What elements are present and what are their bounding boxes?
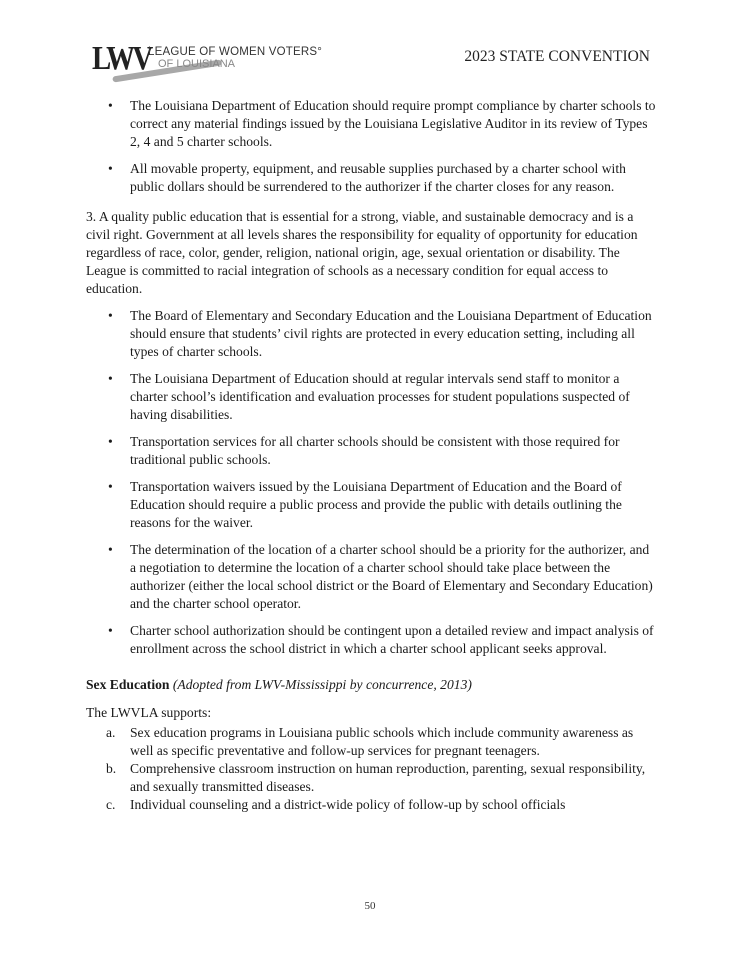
bullet-icon: •	[108, 308, 113, 323]
logo-mark: LWV	[92, 40, 151, 77]
bullet-icon: •	[108, 161, 113, 176]
lwv-logo	[90, 40, 330, 84]
list-item-text: The Louisiana Department of Education should require prompt compliance by charter schools to correct any material findings issued by the Louisiana Legislative Auditor in its review of Types 2, 4 and 5 charter schools.	[130, 98, 656, 149]
list-marker: c.	[106, 797, 116, 812]
list-item-text: Transportation waivers issued by the Louisiana Department of Education and the Board of Education should require a public process and provide the public with details outlining the reasons for the waiver.	[130, 479, 622, 530]
list-item-text: All movable property, equipment, and reusable supplies purchased by a charter school with public dollars should be surrendered to the authorizer if the charter closes for any reason.	[130, 161, 626, 194]
convention-title: 2023 STATE CONVENTION	[464, 48, 650, 65]
page-number: 50	[364, 900, 376, 912]
list-item	[86, 307, 656, 361]
section-title: Sex Education	[86, 677, 170, 692]
page-header	[90, 36, 650, 86]
list-item-text: Individual counseling and a district-wide policy of follow-up by school officials	[130, 797, 566, 812]
list-item-text: The determination of the location of a charter school should be a priority for the authorizer, and a negotiation to determine the location of a charter school should take place between the authorizer (either the local school district or the Board of Elementary and Secondary Education) and the charter school operator.	[130, 542, 653, 611]
list-item	[86, 796, 656, 814]
list-marker: b.	[106, 761, 117, 776]
list-item	[86, 97, 656, 151]
list-item-text: Transportation services for all charter schools should be consistent with those required for traditional public schools.	[130, 434, 620, 467]
list-item-text: Sex education programs in Louisiana public schools which include community awareness as well as specific preventative and follow-up services for pregnant teenagers.	[130, 725, 634, 758]
bullet-icon: •	[108, 434, 113, 449]
bullet-icon: •	[108, 479, 113, 494]
list-item-text: The Board of Elementary and Secondary Education and the Louisiana Department of Education should ensure that students’ civil rights are protected in every education setting, including all types of charter schools.	[130, 308, 652, 359]
logo-org-state: OF LOUISIANA	[158, 58, 236, 70]
bullet-icon: •	[108, 98, 113, 113]
section-subtitle: (Adopted from LWV-Mississippi by concurrence, 2013)	[172, 677, 472, 692]
sex-education-intro: The LWVLA supports:	[86, 705, 212, 720]
top-bullet-list	[86, 97, 656, 196]
list-item-text: The Louisiana Department of Education should at regular intervals send staff to monitor a charter school’s identification and evaluation processes for student populations suspected of having disabilities.	[130, 371, 630, 422]
list-item	[86, 541, 656, 613]
page-content	[86, 97, 656, 814]
bullet-icon: •	[108, 542, 113, 557]
list-item	[86, 478, 656, 532]
list-item	[86, 760, 656, 796]
paragraph-3: 3. A quality public education that is essential for a strong, viable, and sustainable democracy and is a civil right. Government at all levels shares the responsibility for equality of opportunity for education regardless of race, color, gender, religion, national origin, age, sexual orientation or disability. The League is committed to racial integration of schools as a necessary condition for equal access to education.	[86, 209, 638, 296]
list-item	[86, 724, 656, 760]
list-item	[86, 160, 656, 196]
list-marker: a.	[106, 725, 116, 740]
sex-education-heading	[86, 676, 656, 694]
sex-education-list	[86, 724, 656, 814]
paragraph-3-bullet-list	[86, 307, 656, 658]
bullet-icon: •	[108, 371, 113, 386]
list-item-text: Comprehensive classroom instruction on human reproduction, parenting, sexual responsibility, and sexually transmitted diseases.	[130, 761, 646, 794]
list-item	[86, 433, 656, 469]
list-item	[86, 622, 656, 658]
bullet-icon: •	[108, 623, 113, 638]
logo-org-name: LEAGUE OF WOMEN VOTERS°	[148, 46, 323, 58]
list-item-text: Charter school authorization should be contingent upon a detailed review and impact analysis of enrollment across the school district in which a charter school applicant seeks approval.	[130, 623, 654, 656]
list-item	[86, 370, 656, 424]
